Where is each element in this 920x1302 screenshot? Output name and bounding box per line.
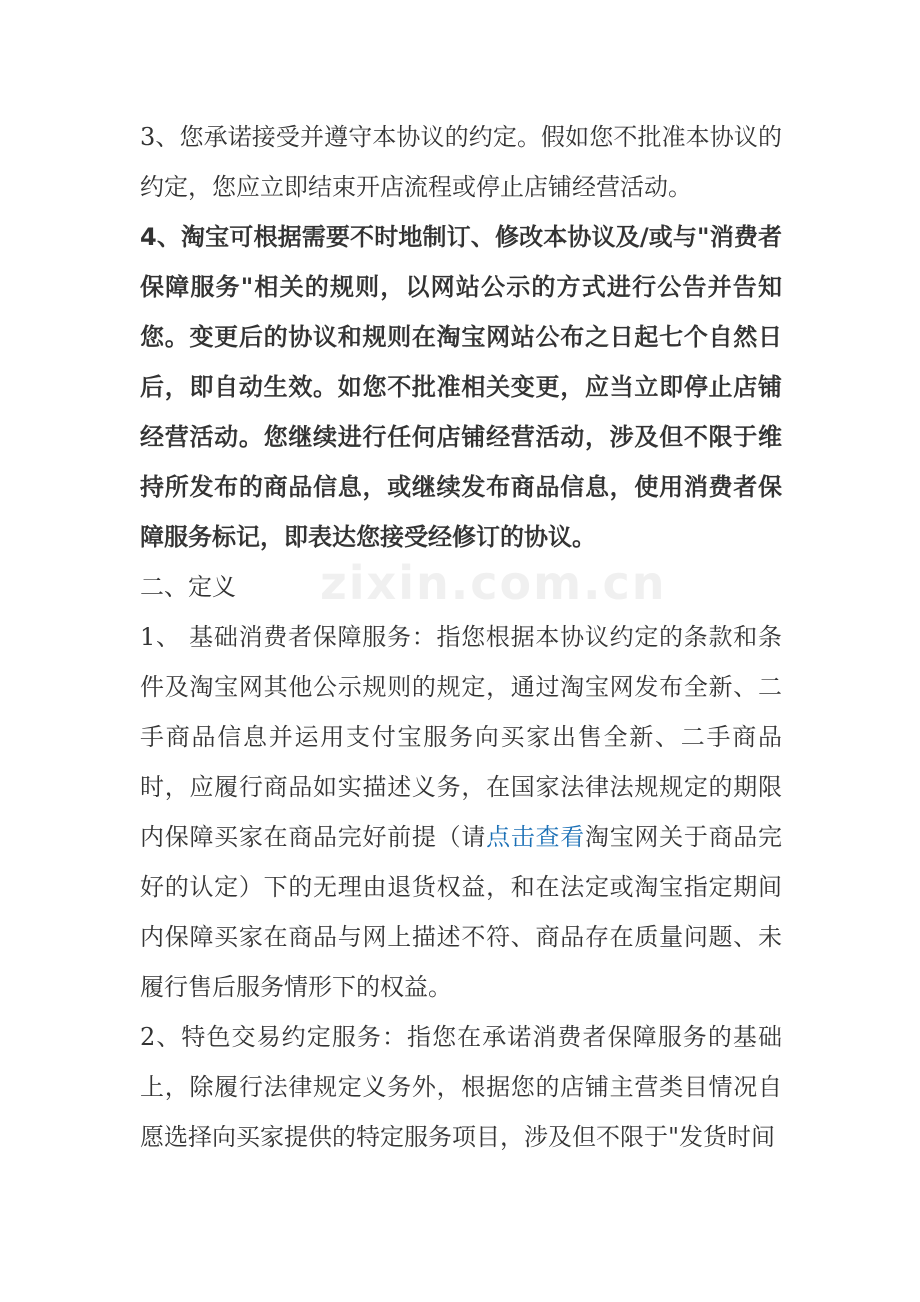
definition-2: 2、特色交易约定服务：指您在承诺消费者保障服务的基础上，除履行法律规定义务外，根据您的店铺主营类目情况自愿选择向买家提供的特定服务项目，涉及但不限于"发货时间 xyxy=(140,1023,782,1151)
definition-1-text-a: 1、 基础消费者保障服务：指您根据本协议约定的条款和条件及淘宝网其他公示规则的规定，通过淘宝网发布全新、二手商品信息并运用支付宝服务向买家出售全新、二手商品时，应履行商品如实描述义务，在国家法律法规规定的期限内保障买家在商品完好前提（请 xyxy=(140,623,782,851)
definition-1 xyxy=(140,612,782,1012)
watermark: zixin.com.cn xyxy=(320,556,667,610)
document-body xyxy=(140,112,782,1162)
definition-1-text-b: 淘宝网关于商品完好的认定）下的无理由退货权益，和在法定或淘宝指定期间内保障买家在商品与网上描述不符、商品存在质量问题、未履行售后服务情形下的权益。 xyxy=(140,823,783,1001)
section-heading-definitions: 二、定义 xyxy=(140,573,236,601)
clause-3: 3、您承诺接受并遵守本协议的约定。假如您不批准本协议的约定，您应立即结束开店流程或停止店铺经营活动。 xyxy=(140,123,782,201)
click-to-view-link[interactable]: 点击查看 xyxy=(486,823,585,851)
clause-4: 4、淘宝可根据需要不时地制订、修改本协议及/或与"消费者保障服务"相关的规则，以网站公示的方式进行公告并告知您。变更后的协议和规则在淘宝网站公布之日起七个自然日后，即自动生效。如您不批准相关变更，应当立即停止店铺经营活动。您继续进行任何店铺经营活动，涉及但不限于维持所发布的商品信息，或继续发布商品信息，使用消费者保障服务标记，即表达您接受经修订的协议。 xyxy=(140,223,782,551)
